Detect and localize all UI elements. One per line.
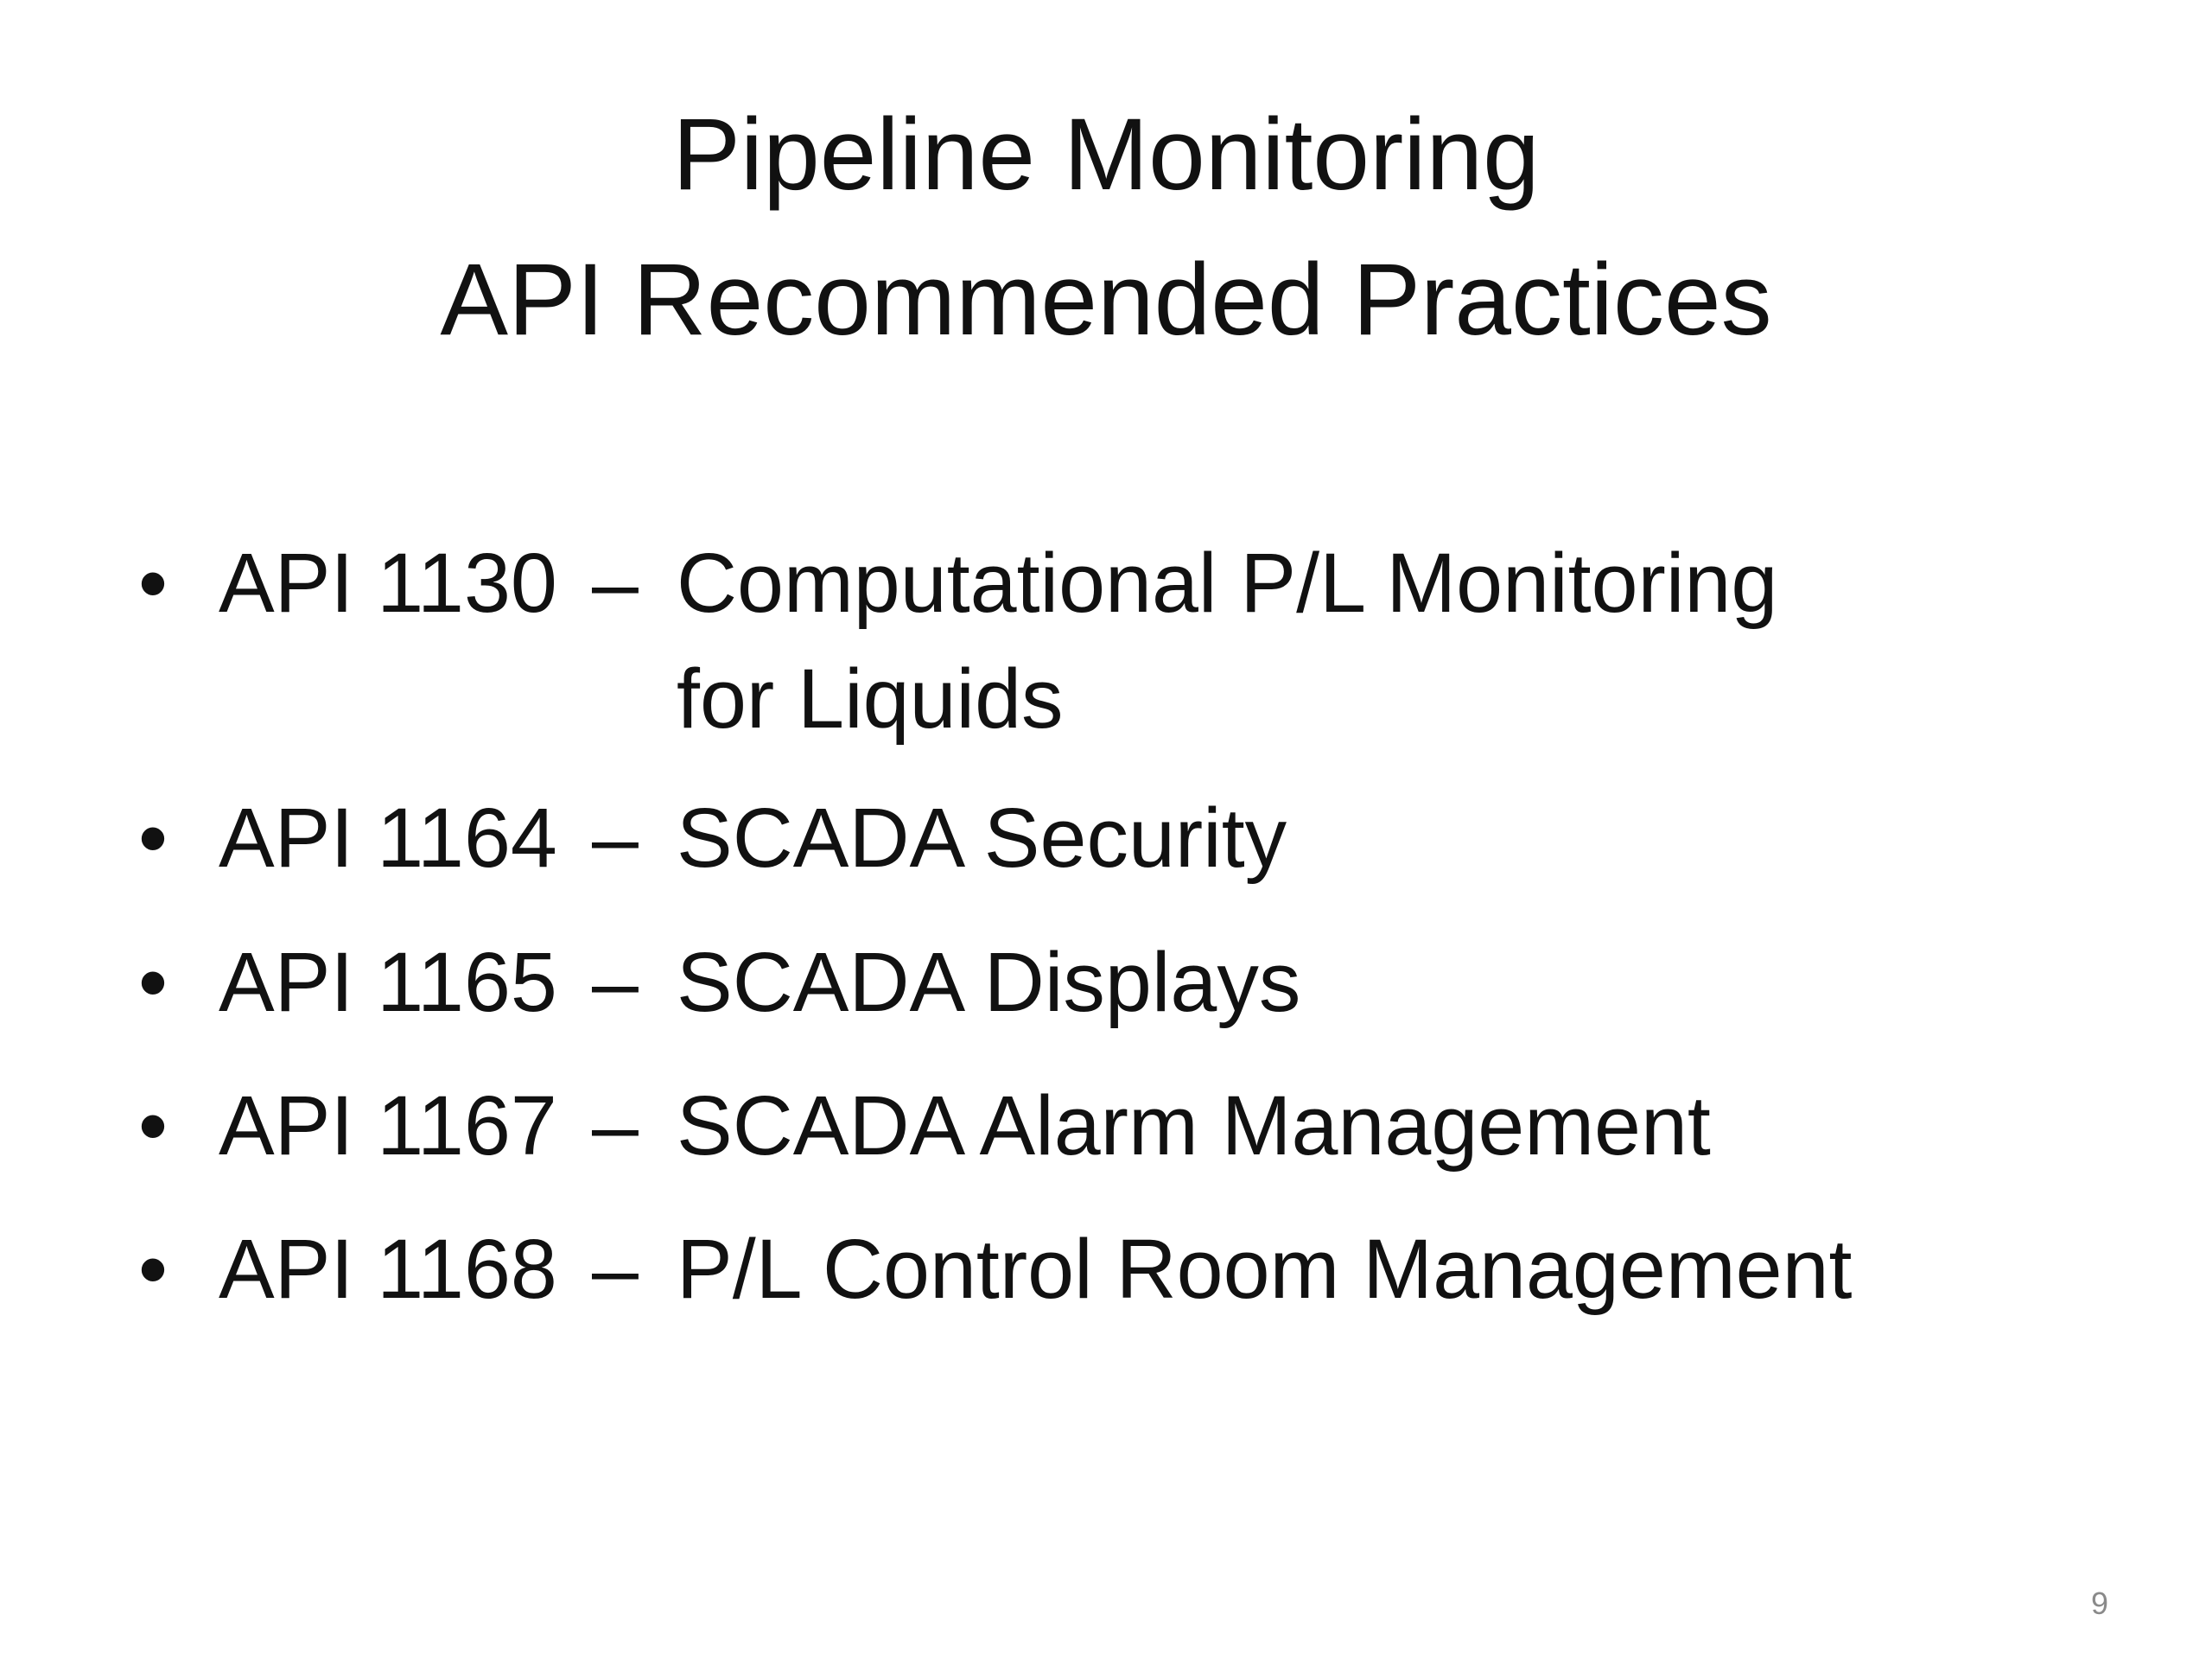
bullet-description: SCADA Alarm Management bbox=[677, 1078, 1711, 1173]
bullet-item-api-1130 bbox=[138, 518, 2082, 746]
bullet-code: API 1165 bbox=[219, 935, 557, 1029]
bullet-marker: • bbox=[138, 935, 168, 1029]
slide-page-number: 9 bbox=[2090, 1586, 2109, 1621]
bullet-item-api-1164 bbox=[138, 773, 2082, 903]
bullet-description: SCADA Security bbox=[677, 791, 1287, 885]
bullet-dash: – bbox=[592, 1222, 639, 1316]
bullet-dash: – bbox=[592, 935, 639, 1029]
bullet-marker: • bbox=[138, 536, 168, 630]
bullet-dash: – bbox=[592, 1078, 639, 1173]
bullet-code: API 1130 bbox=[219, 536, 557, 630]
bullet-marker: • bbox=[138, 1222, 168, 1316]
bullet-code: API 1167 bbox=[219, 1078, 557, 1173]
bullet-dash: – bbox=[592, 791, 639, 885]
bullet-description: P/L Control Room Management bbox=[677, 1222, 1853, 1316]
bullet-code: API 1168 bbox=[219, 1222, 557, 1316]
bullet-description: Computational P/L Monitoring bbox=[677, 536, 1778, 630]
bullet-item-api-1165 bbox=[138, 918, 2082, 1047]
bullet-description: SCADA Displays bbox=[677, 935, 1301, 1029]
slide-title-line-2: API Recommended Practices bbox=[440, 243, 1772, 357]
bullet-dash: – bbox=[592, 536, 639, 630]
bullet-item-api-1168 bbox=[138, 1205, 2082, 1334]
bullet-marker: • bbox=[138, 791, 168, 885]
slide-title-line-1: Pipeline Monitoring bbox=[672, 98, 1540, 212]
bullet-code: API 1164 bbox=[219, 791, 557, 885]
bullet-item-api-1167 bbox=[138, 1061, 2082, 1191]
bullet-marker: • bbox=[138, 1078, 168, 1173]
bullet-description-continuation: for Liquids bbox=[677, 652, 1064, 746]
